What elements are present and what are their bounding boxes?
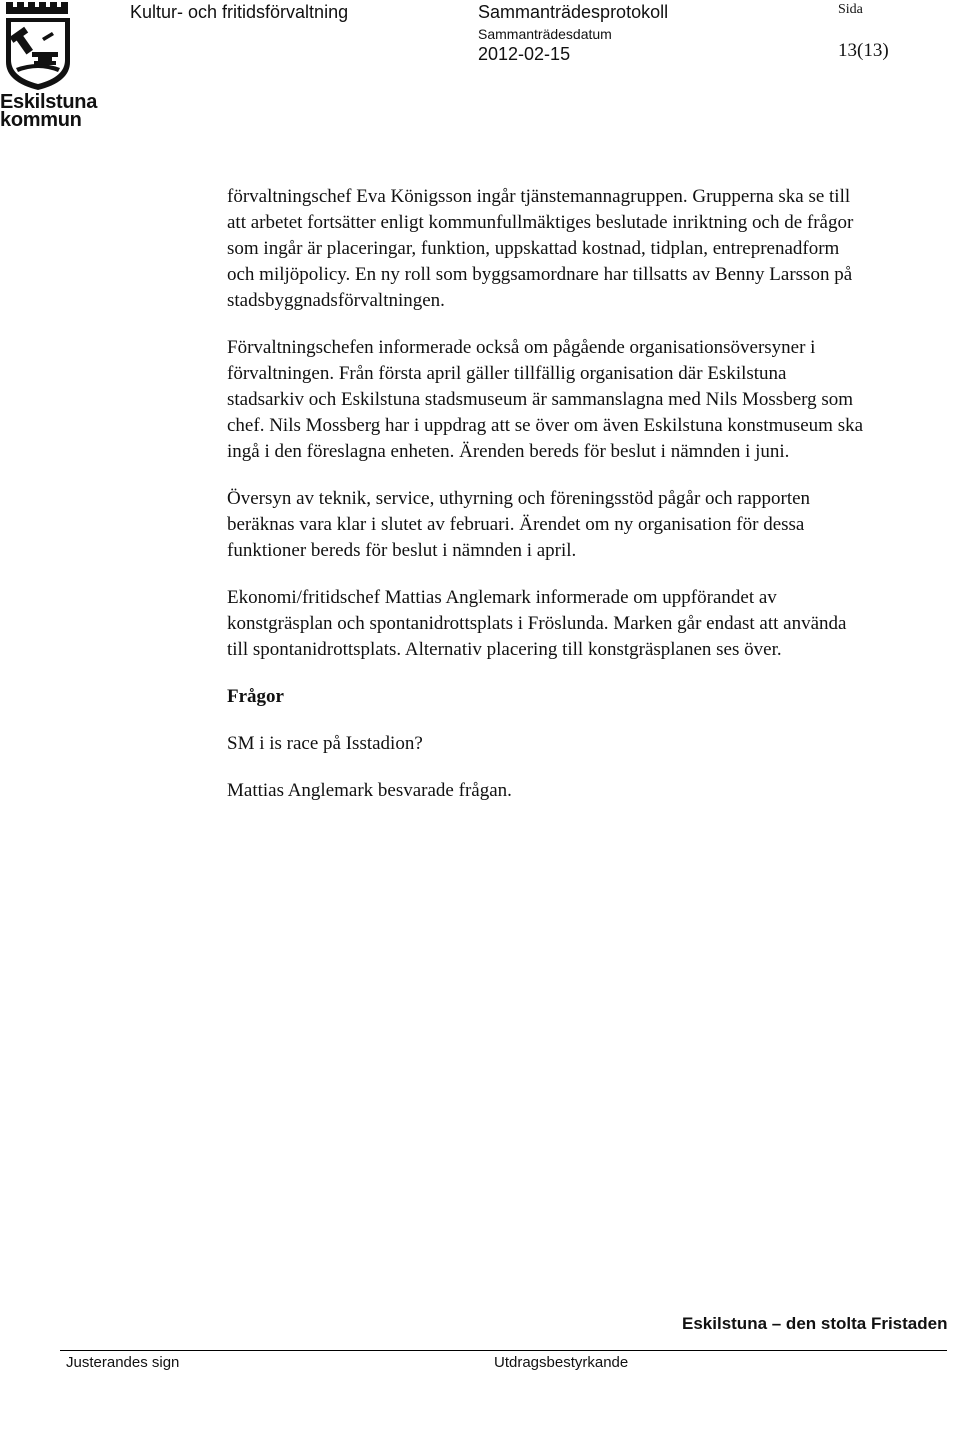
paragraph (227, 184, 960, 314)
page-label: Sida (838, 2, 863, 17)
paragraph (227, 486, 960, 564)
text-line: beräknas vara klar i slutet av februari. Ärendet om ny organisation för dessa (227, 514, 805, 535)
answer-text: Mattias Anglemark besvarade frågan. (227, 780, 512, 801)
question-text: SM i is race på Isstadion? (227, 733, 423, 754)
text-line: funktioner bereds för beslut i nämnden i april. (227, 540, 577, 561)
text-line: Ekonomi/fritidschef Mattias Anglemark informerade om uppförandet av (227, 587, 777, 608)
logo-name-line1: Eskilstuna (0, 91, 98, 113)
meeting-date-label: Sammanträdesdatum (478, 26, 612, 42)
text-line: chef. Nils Mossberg har i uppdrag att se över om även Eskilstuna konstmuseum ska (227, 415, 864, 436)
protocol-title: Sammanträdesprotokoll (478, 2, 669, 22)
footer-divider (60, 1350, 947, 1351)
document-body (227, 184, 960, 825)
text-line: förvaltningschef Eva Königsson ingår tjänstemannagruppen. Grupperna ska se till (227, 186, 851, 207)
extract-certification-label: Utdragsbestyrkande (494, 1354, 629, 1371)
text-line: till spontanidrottsplats. Alternativ placering till konstgräsplanen ses över. (227, 639, 782, 660)
text-line: att arbetet fortsätter enligt kommunfullmäktiges beslutade inriktning och de frågor (227, 212, 854, 233)
text-line: konstgräsplan och spontanidrottsplats i Fröslunda. Marken går endast att använda (227, 613, 847, 634)
page-number: 13(13) (838, 40, 889, 61)
text-line: ingå i den föreslagna enheten. Ärenden bereds för beslut i nämnden i juni. (227, 441, 790, 462)
text-line: och miljöpolicy. En ny roll som byggsamordnare har tillsatts av Benny Larsson på (227, 264, 853, 285)
paragraph (227, 335, 960, 465)
section-heading: Frågor (227, 686, 284, 707)
text-line: Översyn av teknik, service, uthyrning och föreningsstöd pågår och rapporten (227, 488, 811, 509)
meeting-date: 2012-02-15 (478, 44, 571, 64)
logo-name-line2: kommun (0, 109, 82, 131)
signature-label: Justerandes sign (66, 1354, 180, 1371)
paragraph (227, 585, 960, 663)
department-name: Kultur- och fritidsförvaltning (130, 2, 349, 22)
text-line: stadsbyggnadsförvaltningen. (227, 290, 445, 311)
text-line: som ingår är placeringar, funktion, uppskattad kostnad, tidplan, entreprenadform (227, 238, 840, 259)
text-line: förvaltningen. Från första april gäller tillfällig organisation där Eskilstuna (227, 363, 787, 384)
footer-slogan: Eskilstuna – den stolta Fristaden (682, 1314, 948, 1333)
text-line: stadsarkiv och Eskilstuna stadsmuseum är sammanslagna med Nils Mossberg som (227, 389, 854, 410)
logo-wordmark (0, 91, 98, 131)
text-line: Förvaltningschefen informerade också om pågående organisationsöversyner i (227, 337, 816, 358)
